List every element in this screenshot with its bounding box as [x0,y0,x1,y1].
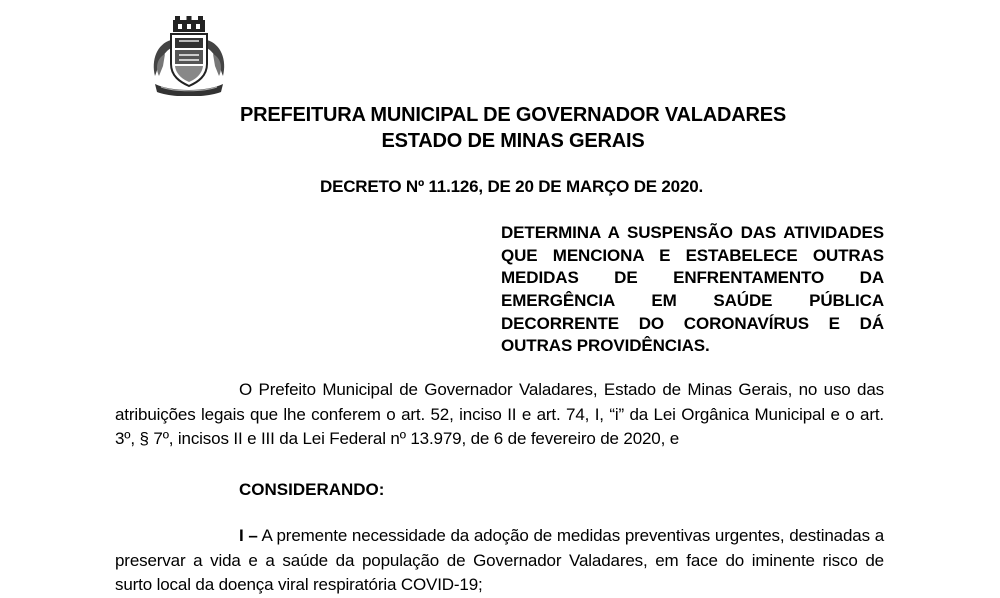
item-line [115,524,884,549]
summary-line: DETERMINA A SUSPENSÃO DAS ATIVIDADES [501,223,884,242]
item-1-paragraph [115,524,884,598]
summary-line: EMERGÊNCIA EM SAÚDE PÚBLICA [501,291,884,311]
preamble-line: O Prefeito Municipal de Governador Valadares, Estado de Minas Gerais, no uso das [239,380,884,399]
item-line: preservar a vida e a saúde da população de Governador Valadares, em face do iminente risco de [115,550,884,570]
decree-summary [501,222,884,358]
summary-line: DECORRENTE DO CORONAVÍRUS E DÁ [501,313,884,333]
item-numeral: I – [239,526,258,545]
coat-of-arms-icon [147,14,231,96]
summary-line: MEDIDAS DE ENFRENTAMENTO DA [501,268,884,288]
municipality-header: PREFEITURA MUNICIPAL DE GOVERNADOR VALADARES [239,104,787,126]
preamble-paragraph [115,378,884,452]
summary-line: OUTRAS PROVIDÊNCIAS. [501,336,710,356]
state-header: ESTADO DE MINAS GERAIS [381,130,645,152]
item-text: A premente necessidade da adoção de medidas preventivas urgentes, destinadas a [257,526,884,545]
preamble-line: 3º, § 7º, incisos II e III da Lei Federal nº 13.979, de 6 de fevereiro de 2020, e [115,429,680,448]
summary-line: QUE MENCIONA E ESTABELECE OUTRAS [501,245,884,265]
considerando-heading: CONSIDERANDO: [239,480,385,499]
decree-title: DECRETO Nº 11.126, DE 20 DE MARÇO DE 2020. [320,177,703,196]
item-line: surto local da doença viral respiratória COVID-19; [115,575,483,594]
preamble-line: atribuições legais que lhe conferem o art. 52, inciso II e art. 74, I, “i” da Lei Orgânica Municipal e o art. [115,404,884,424]
